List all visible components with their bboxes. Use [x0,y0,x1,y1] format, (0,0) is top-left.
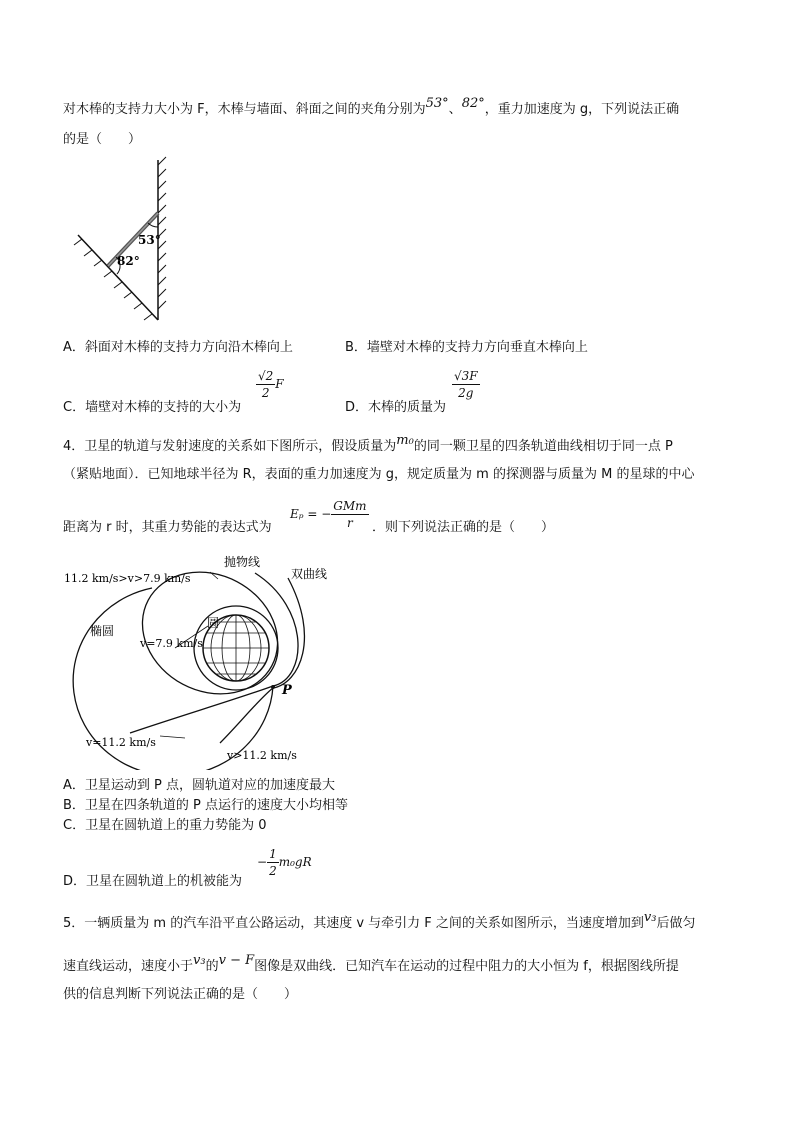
q5-stem-line1 [63,910,696,934]
q4-ep-lhs: Eₚ = − [290,507,332,521]
q4-option-a: A．卫星运动到 P 点，圆轨道对应的加速度最大 [63,778,335,793]
q4-option-d-formula [257,846,312,879]
q5-v3-2: v₃ [193,953,206,968]
label-ellipse: 椭圆 [90,624,115,638]
q4-option-d: D．卫星在圆轨道上的机被能为 [63,874,243,889]
label-hyperbola-speed: v>11.2 km/s [227,749,297,762]
q4-m0: m₀ [396,433,414,448]
q3-option-b: B．墙壁对木棒的支持力方向垂直木棒向上 [345,340,588,355]
q5-text-4: 的 [205,959,219,974]
q4-stem-line3-tail: ．则下列说法正确的是（ ） [372,520,555,535]
q5-v3: v₃ [643,910,657,925]
q4-d-sign: − [257,855,268,869]
q4-option-c: C．卫星在圆轨道上的重力势能为 0 [63,818,267,833]
q3-fig-angle-wall: 53° [138,233,161,247]
q3-stem-text: 对木棒的支持力大小为 F，木棒与墙面、斜面之间的夹角分别为 [63,102,426,117]
q5-text-2: 后做匀 [656,916,696,931]
q3-angle-53: 53° [425,96,449,111]
q3-stem-text-2: ，重力加速度为 g，下列说法正确 [484,102,680,117]
q4-stem-line1 [63,433,673,457]
label-ellipse-speed: 11.2 km/s>v>7.9 km/s [64,572,191,585]
q4-ep-numerator: GMm [333,499,367,513]
q3-option-d: D．木棒的质量为 [345,400,447,415]
q4-orbit-figure [60,548,350,770]
q3-option-d-formula [452,368,480,401]
q4-stem-line3: 距离为 r 时，其重力势能的表达式为 [63,520,272,535]
q5-stem-line2 [63,953,679,977]
q5-stem-line3: 供的信息判断下列说法正确的是（ ） [63,987,298,1002]
label-circle-speed: v=7.9 km/s [140,637,203,650]
separator: 、 [448,102,462,117]
q3-stem-line1 [63,96,680,120]
q3-stem-line2: 的是（ ） [63,132,142,147]
q3-fig-angle-slope: 82° [117,254,140,268]
q3-option-c: C．墙壁对木棒的支持的大小为 [63,400,242,415]
q3-d-denominator: 2g [458,386,474,400]
q4-text-2: 的同一颗卫星的四条轨道曲线相切于同一点 P [413,439,673,454]
q4-option-b: B．卫星在四条轨道的 P 点运行的速度大小均相等 [63,798,349,813]
q4-ep-denominator: r [347,516,353,530]
q4-text-1: 4．卫星的轨道与发射速度的关系如下图所示，假设质量为 [63,439,397,454]
q5-text-3: 速直线运动，速度小于 [63,959,194,974]
label-parabola: 抛物线 [224,555,261,569]
q3-c-tail: F [275,377,284,391]
label-point-p: P [282,683,292,698]
point-p-marker [271,685,275,689]
q3-angle-82: 82° [461,96,485,111]
q4-d-denominator: 2 [269,864,277,878]
q5-text-1: 5．一辆质量为 m 的汽车沿平直公路运动，其速度 v 与牵引力 F 之间的关系如图所示，当速度增加到 [63,916,644,931]
q4-ep-formula [290,498,369,531]
q5-text-5: 图像是双曲线．已知汽车在运动的过程中阻力的大小恒为 f，根据图线所提 [254,959,679,974]
label-hyperbola: 双曲线 [291,567,328,581]
q3-d-numerator: √3F [454,369,478,383]
label-parabola-speed: v=11.2 km/s [86,736,156,749]
q3-c-denominator: 2 [261,386,270,400]
q3-option-c-formula [256,368,284,401]
q5-v-f: v − F [218,953,255,968]
q3-rod-figure [70,155,200,335]
q4-stem-line2: （紧贴地面）．已知地球半径为 R，表面的重力加速度为 g，规定质量为 m 的探测器与质量为 M 的星球的中心 [63,467,695,482]
q4-d-numerator: 1 [269,847,277,861]
q4-d-tail: m₀gR [278,855,312,869]
q3-c-numerator: √2 [258,369,274,383]
label-circle: 圆 [207,616,220,630]
q3-option-a: A．斜面对木棒的支持力方向沿木棒向上 [63,340,293,355]
